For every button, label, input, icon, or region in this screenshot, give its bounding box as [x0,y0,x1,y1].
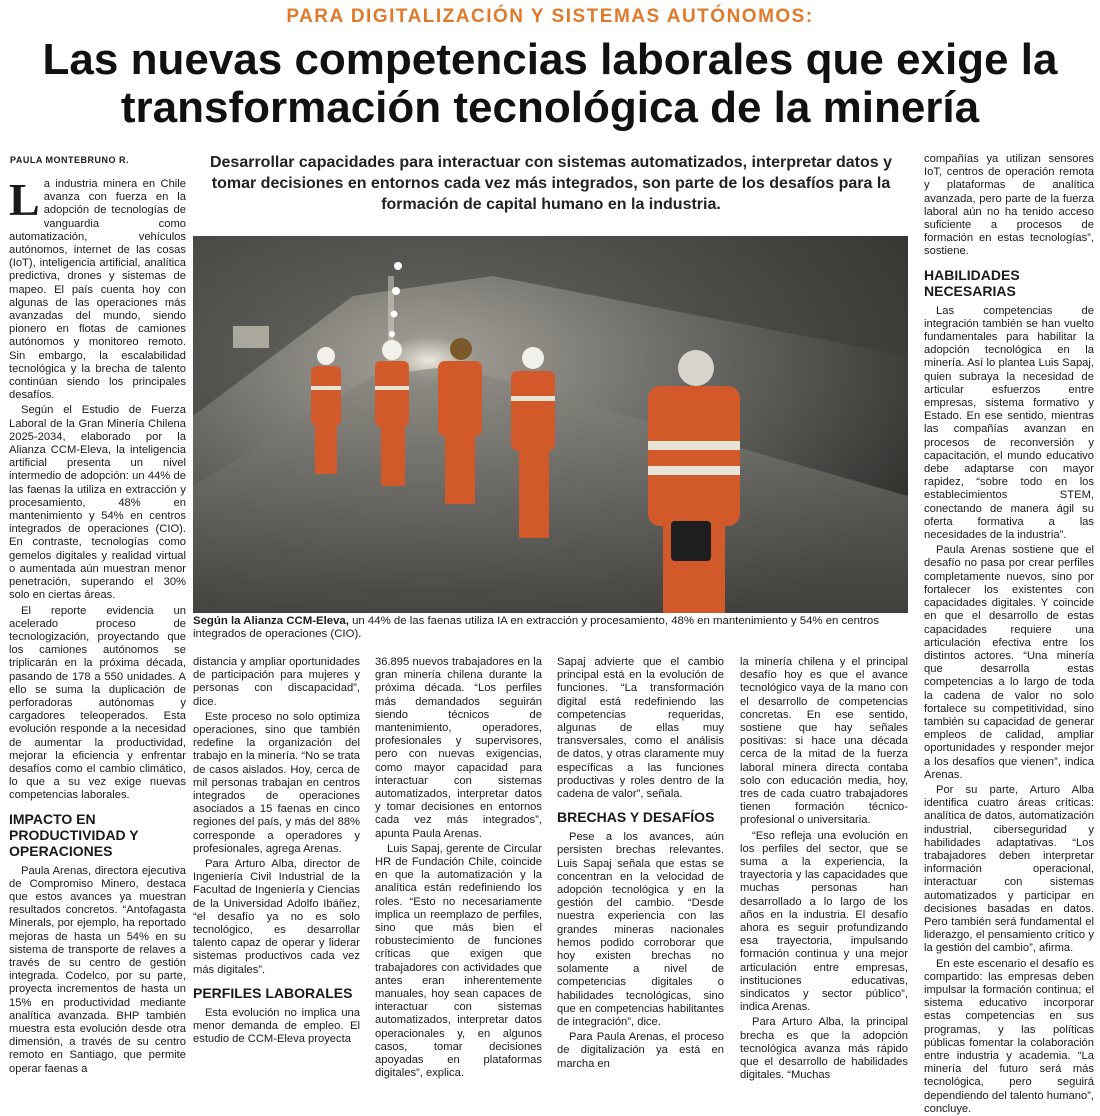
paragraph: El reporte evidencia un acelerado proceso de tecnologización, proyectando que los camiones autónomos se triplicarán en la próxima década, pasando de 178 a 550 unidades. A ello se suma la duplicación de perforadoras autónomas y cargadores teleoperados. Esta evolución responde a la necesidad de aumentar la productividad, mejorar la eficiencia y enfrentar desafíos como el cambio climático, lo que a su vez exige nuevas competencias laborales. [9,604,186,802]
paragraph: Sapaj advierte que el cambio principal está en la evolución de funciones. “La transformación digital está redefiniendo las competencias requeridas, algunas de ellas muy transversales, como el análisis de datos, y otras claramente muy específicas a las funciones productivas y roles dentro de la cadena de valor”, señala. [557,656,724,801]
paragraph: En este escenario el desafío es compartido: las empresas deben impulsar la formación continua; el sistema educativo incorporar estas competencias en sus programas, y las políticas públicas fomentar la colaboración entre industria y academia. “La minería del futuro será más tecnológica, pero seguirá dependiendo del talento humano”, concluye. [924,957,1094,1115]
section-heading: HABILIDADES NECESARIAS [924,266,1020,299]
paragraph: Las competencias de integración también se han vuelto fundamentales para habilitar la adopción tecnológica en la minería. Así lo plantea Luis Sapaj, quien subraya la necesidad de articular esfuerzos entre empresas, sistema formativo y Estado. En ese sentido, mientras las compañías avanzan en procesos de reconversión y capacitación, el mundo educativo debe adaptarse con mayor rapidez, “sobre todo en los establecimientos STEM, conectando de manera ágil su oferta formativa a las necesidades de la industria”. [924,304,1094,542]
dropcap: L [9,174,40,225]
paragraph: La industria minera en Chile avanza con fuerza en la adopción de tecnologías de vanguardia como automatización, vehículos autónomos, internet de las cosas (IoT), inteligencia artificial, analítica predictiva, drones y sistemas de mapeo. El país cuenta hoy con algunas de las operaciones más avanzadas del mundo, siendo pionero en flotas de camiones autónomos y monitoreo remoto. Sin embargo, la escalabilidad tecnológica y la brecha de talento continúan siendo los principales desafíos. [9,174,186,402]
column-3 [375,656,542,1080]
byline: PAULA MONTEBRUNO R. [10,155,129,165]
paragraph: compañías ya utilizan sensores IoT, centros de operación remota y plataformas de analítica avanzada, pero parte de la fuerza laboral aún no ha tenido acceso suficiente a procesos de formación en estas tecnologías”, sostiene. [924,153,1094,258]
paragraph: Esta evolución no implica una menor demanda de empleo. El estudio de CCM-Eleva proyecta [193,1006,360,1046]
section-heading: BRECHAS Y DESAFÍOS [557,809,715,826]
paragraph: Para Paula Arenas, el proceso de digitalización ya está en marcha en [557,1031,724,1070]
paragraph: Para Arturo Alba, director de Ingeniería Civil Industrial de la Facultad de Ingeniería y Ciencias de la Universidad Adolfo Ibáñez, “el desafío ya no es solo tecnológico, es desarrollar talento capaz de operar y liderar sistemas productivos cada vez más digitales”. [193,858,360,976]
section-heading: IMPACTO EN PRODUCTIVIDAD Y OPERACIONES [9,810,139,859]
deck: Desarrollar capacidades para interactuar con sistemas automatizados, interpretar datos y tomar decisiones en entornos cada vez más integrados, son parte de los desafíos para la formación de capital humano en la industria. [209,154,893,213]
mine-workers-illustration [193,236,908,613]
column-5 [740,656,908,1082]
paragraph: la minería chilena y el principal desafío hoy es que el avance tecnológico vaya de la mano con el desarrollo de competencias concretas. En ese sentido, sostiene que hay señales positivas: si hace una década cerca de la mitad de la fuerza laboral minera directa contaba solo con educación media, hoy, tres de cada cuatro trabajadores tienen formación técnico-profesional o universitaria. [740,656,908,827]
paragraph: Según el Estudio de Fuerza Laboral de la Gran Minería Chilena 2025-2034, elaborado por la Alianza CCM-Eleva, la inteligencia artificial presenta un nivel intermedio de adopción: un 44% de las faenas la utiliza en extracción y procesamiento, 48% en mantenimiento y 54% en centros integrados de operaciones (CIO). En contraste, tecnologías como gemelos digitales y realidad virtual o aumentada aún muestran menor penetración, superando el 30% solo en ciertas áreas. [9,404,186,602]
paragraph: distancia y ampliar oportunidades de participación para mujeres y personas con discapacidad”, dice. [193,656,360,708]
paragraph: Por su parte, Arturo Alba identifica cuatro áreas críticas: analítica de datos, automatización industrial, ciberseguridad y habilidades adaptativas. “Los trabajadores deben interpretar información operacional, interactuar con sistemas automatizados y participar en decisiones basadas en datos. Pero también será fundamental el liderazgo, el pensamiento crítico y la gestión del cambio”, afirma. [924,783,1094,955]
paragraph: Pese a los avances, aún persisten brechas relevantes. Luis Sapaj señala que estas se concentran en la velocidad de adopción tecnológica y en la gestión del cambio. “Desde nuestra experiencia con las grandes mineras nacionales hemos podido corroborar que hoy existen brechas no solamente a nivel de competencias digitales o habilidades tecnológicas, sino que en competencias habilitantes de integración”, dice. [557,831,724,1029]
mine-tunnel-photo [193,236,908,613]
kicker: PARA DIGITALIZACIÓN Y SISTEMAS AUTÓNOMOS: [286,6,814,27]
paragraph: Paula Arenas, directora ejecutiva de Compromiso Minero, destaca que estos avances ya muestran resultados concretos. “Antofagasta Minerals, por ejemplo, ha reportado mejoras de hasta un 54% en su sistema de transporte de relaves a través de su centro de gestión integrada. Codelco, por su parte, proyecta incrementos de hasta un 15% en productividad mediante analítica avanzada. BHP también muestra esta evolución desde otra dimensión, a través de su centro remoto en Santiago, que permite operar faenas a [9,864,186,1075]
column-2 [193,656,360,1046]
photo-caption: Según la Alianza CCM-Eleva, un 44% de las faenas utiliza IA en extracción y procesamiento, 48% en mantenimiento y 54% en centros integrados de operaciones (CIO). [193,615,879,640]
section-heading: PERFILES LABORALES [193,984,353,1001]
headline: Las nuevas competencias laborales que exige la transformación tecnológica de la minería [42,35,1058,132]
paragraph: “Eso refleja una evolución en los perfiles del sector, que se suma a la experiencia, la trayectoria y las capacidades que muchas personas han desarrollado a lo largo de los años en la industria. El desafío ahora es seguir profundizando esa trayectoria, impulsando formación continua y una mejor articulación entre empresas, instituciones educativas, sindicatos y sector público”, indica Arenas. [740,829,908,1014]
paragraph: Paula Arenas sostiene que el desafío no pasa por crear perfiles completamente nuevos, sino por fortalecer los existentes con capacidades digitales. Y coincide en que el desarrollo de estas capacidades requiere una articulación efectiva entre los distintos actores. “Una minería que desarrolla estas competencias a lo largo de toda la cadena de valor no solo fortalece su competitividad, sino también su capacidad de generar empleos de calidad, ampliar oportunidades y responder mejor a los desafíos que vienen”, indica Arenas. [924,544,1094,781]
column-1 [9,174,186,1075]
paragraph: Luis Sapaj, gerente de Circular HR de Fundación Chile, coincide en que la automatización y la analítica están redefiniendo los roles. “Esto no necesariamente implica un reemplazo de perfiles, sino que más bien el robustecimiento de funciones críticas que exigen que trabajadores con actividades que antes eran inherentemente manuales, hoy sean capaces de interactuar con sistemas automatizados, interpretar datos operacionales y, en algunos casos, tomar decisiones apoyadas en plataformas digitales”, explica. [375,842,542,1080]
paragraph: 36.895 nuevos trabajadores en la gran minería chilena durante la próxima década. “Los perfiles más demandados seguirán siendo técnicos de mantenimiento, operadores, profesionales y supervisores, pero con nuevas exigencias, como mayor capacidad para interactuar con sistemas automatizados, interpretar datos y tomar decisiones en entornos cada vez más integrados”, apunta Paula Arenas. [375,656,542,840]
column-6 [924,153,1094,1115]
column-4 [557,656,724,1070]
paragraph: Este proceso no solo optimiza operaciones, sino que también redefine la organización del trabajo en la minería. “No se trata de casos aislados. Hoy, cerca de mil personas trabajan en centros integrados de operaciones asociados a 15 faenas en cinco regiones del país, y más del 88% corresponde a operadores y profesionales, agrega Arenas. [193,710,360,855]
paragraph: Para Arturo Alba, la principal brecha es que la adopción tecnológica avanza más rápido que el desarrollo de habilidades digitales. “Muchas [740,1016,908,1082]
